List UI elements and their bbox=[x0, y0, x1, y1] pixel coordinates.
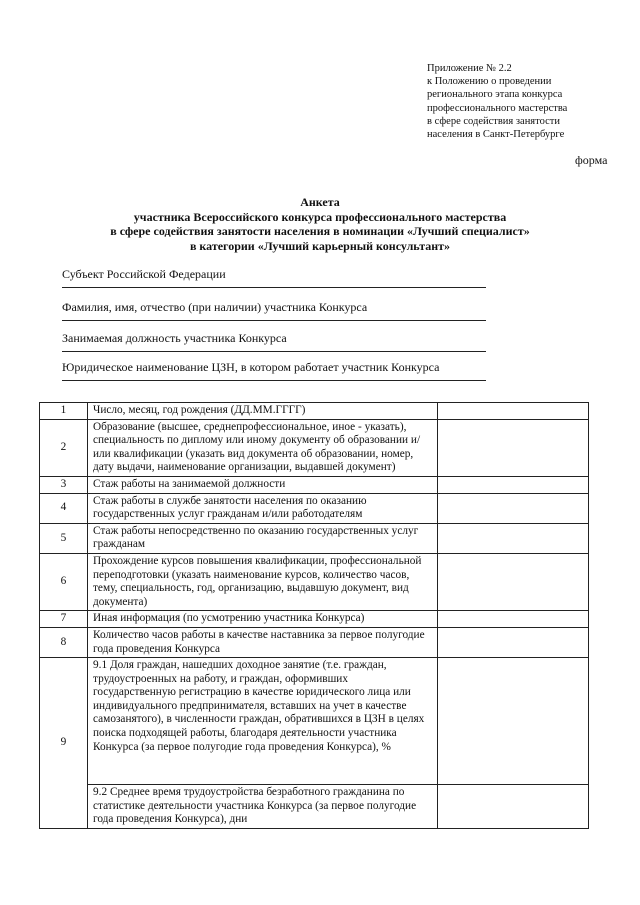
title-line: Анкета bbox=[300, 195, 340, 209]
row-number: 9 bbox=[40, 658, 88, 829]
row-number: 7 bbox=[40, 611, 88, 628]
table-row bbox=[40, 658, 589, 829]
appendix-line: профессионального мастерства bbox=[427, 102, 568, 114]
row-number: 6 bbox=[40, 553, 88, 610]
row-number: 4 bbox=[40, 493, 88, 523]
table-row bbox=[40, 419, 589, 476]
form-label: форма bbox=[575, 153, 608, 167]
answer-cell[interactable] bbox=[438, 403, 589, 420]
row-question: Стаж работы непосредственно по оказанию государственных услуг гражданам bbox=[88, 523, 438, 553]
table-row bbox=[40, 493, 589, 523]
answer-cell[interactable] bbox=[438, 553, 589, 610]
answer-cell[interactable] bbox=[438, 658, 588, 785]
field-full-name[interactable] bbox=[62, 300, 486, 321]
table-row bbox=[40, 611, 589, 628]
row-number: 8 bbox=[40, 627, 88, 657]
row-question: Образование (высшее, среднепрофессиональное, иное - указать), специальность по диплому или иному документу об образовании и/или квалификации (указать вид документа об образовании, номер, дату выдачи, наименование организации, выдавшей документ) bbox=[88, 419, 438, 476]
table-row bbox=[40, 553, 589, 610]
document-title bbox=[60, 195, 580, 253]
appendix-block bbox=[427, 62, 632, 141]
field-label: Занимаемая должность участника Конкурса bbox=[62, 331, 287, 345]
appendix-line: Приложение № 2.2 bbox=[427, 63, 512, 74]
table-row bbox=[40, 476, 589, 493]
answer-cell[interactable] bbox=[438, 419, 589, 476]
survey-table bbox=[39, 402, 589, 829]
row-question: Количество часов работы в качестве наставника за первое полугодие года проведения Конкурса bbox=[88, 627, 438, 657]
row-question: Стаж работы на занимаемой должности bbox=[88, 476, 438, 493]
field-label: Субъект Российской Федерации bbox=[62, 267, 226, 281]
row-question: Иная информация (по усмотрению участника Конкурса) bbox=[88, 611, 438, 628]
row-number: 1 bbox=[40, 403, 88, 420]
appendix-line: регионального этапа конкурса bbox=[427, 89, 563, 101]
title-line: в сфере содействия занятости населения в номинации «Лучший специалист» bbox=[110, 224, 530, 239]
answer-cell[interactable] bbox=[438, 493, 589, 523]
answer-cell[interactable] bbox=[438, 627, 589, 657]
row-number: 5 bbox=[40, 523, 88, 553]
title-line: участника Всероссийского конкурса профессионального мастерства bbox=[133, 209, 507, 224]
appendix-line: населения в Санкт-Петербурге bbox=[427, 129, 565, 141]
title-line: в категории «Лучший карьерный консультант» bbox=[189, 238, 451, 253]
row-number: 2 bbox=[40, 419, 88, 476]
table-row bbox=[40, 627, 589, 657]
row-question: Число, месяц, год рождения (ДД.ММ.ГГГГ) bbox=[88, 403, 438, 420]
field-position[interactable] bbox=[62, 331, 486, 352]
row-question: 9.2 Среднее время трудоустройства безработного гражданина по статистике деятельности участника Конкурса (за первое полугодие года проведения Конкурса), дни bbox=[93, 786, 417, 826]
answer-cell[interactable] bbox=[438, 523, 589, 553]
table-row bbox=[40, 523, 589, 553]
row-question: Стаж работы в службе занятости населения по оказанию государственных услуг гражданам и/или работодателям bbox=[88, 493, 438, 523]
appendix-line: в сфере содействия занятости bbox=[427, 115, 560, 127]
field-organization[interactable] bbox=[62, 360, 486, 381]
row-question: 9.1 Доля граждан, нашедших доходное занятие (т.е. граждан, трудоустроенных на работу, и граждан, оформивших государственную регистрацию в качестве юридического лица или индивидуального предпринимателя, вставших на учет в качестве самозанятого), в численности граждан, обратившихся в ЦЗН в целях поиска подходящей работы, благодаря деятельности участника Конкурса (за первое полугодие года проведения Конкурса), % bbox=[88, 658, 437, 785]
answer-cell[interactable] bbox=[438, 476, 589, 493]
answer-cell[interactable] bbox=[438, 611, 589, 628]
field-label: Фамилия, имя, отчество (при наличии) участника Конкурса bbox=[62, 300, 368, 314]
row-question-group bbox=[88, 658, 438, 829]
field-label: Юридическое наименование ЦЗН, в котором работает участник Конкурса bbox=[62, 360, 440, 374]
row-question: Прохождение курсов повышения квалификации, профессиональной переподготовки (указать наименование курсов, количество часов, тему, специальность, год, организацию, выдавшую документ, вид документа) bbox=[88, 553, 438, 610]
field-region[interactable] bbox=[62, 267, 486, 288]
appendix-line: к Положению о проведении bbox=[427, 76, 552, 88]
row-number: 3 bbox=[40, 476, 88, 493]
table-row bbox=[40, 403, 589, 420]
answer-group bbox=[438, 658, 589, 829]
answer-cell[interactable] bbox=[438, 785, 588, 825]
